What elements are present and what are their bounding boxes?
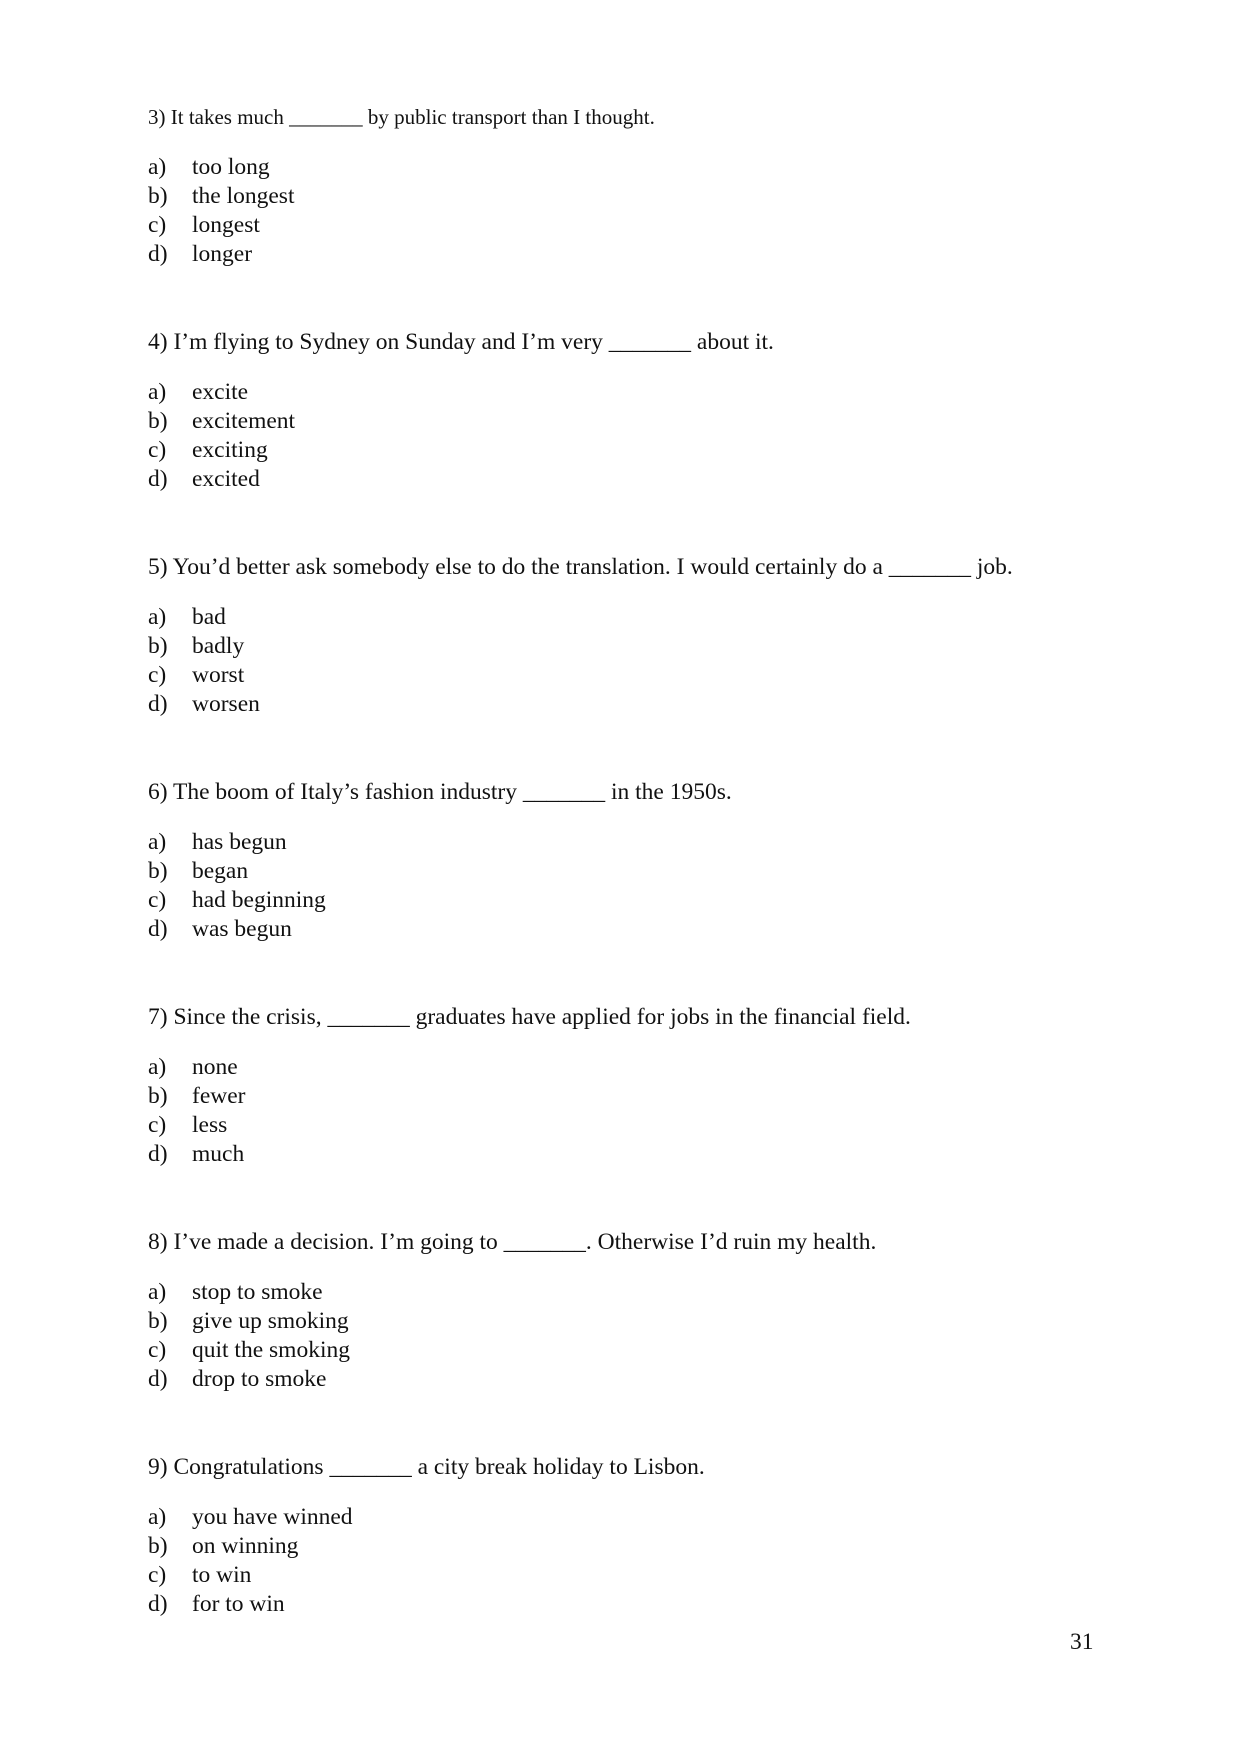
option-d [148,465,1108,494]
option-b [148,1307,1108,1336]
option-d [148,1365,1108,1394]
option-a [148,153,1108,182]
options-list [148,1503,1108,1619]
question-8 [148,1228,1108,1394]
option-letter: d) [148,916,168,942]
option-letter: a) [148,604,167,630]
option-letter: a) [148,1279,167,1305]
option-letter: d) [148,1591,168,1617]
option-letter: a) [148,154,167,180]
option-text: less [192,1112,228,1138]
option-text: fewer [192,1083,246,1109]
option-a [148,828,1108,857]
option-b [148,182,1108,211]
option-text: worst [192,662,245,688]
option-text: excited [192,466,260,492]
option-text: began [192,858,249,884]
option-letter: b) [148,408,168,434]
option-d [148,915,1108,944]
option-letter: c) [148,1337,167,1363]
option-text: for to win [192,1591,285,1617]
option-letter: d) [148,691,168,717]
option-a [148,1053,1108,1082]
option-text: has begun [192,829,287,855]
option-text: to win [192,1562,252,1588]
option-letter: d) [148,466,168,492]
option-text: you have winned [192,1504,353,1530]
option-letter: c) [148,1562,167,1588]
option-letter: b) [148,1083,168,1109]
option-letter: d) [148,1141,168,1167]
option-c [148,1336,1108,1365]
option-text: badly [192,633,245,659]
option-b [148,1532,1108,1561]
option-c [148,1561,1108,1590]
option-letter: b) [148,1533,168,1559]
option-d [148,240,1108,269]
option-d [148,690,1108,719]
question-prompt: 3) It takes much _______ by public transport than I thought. [148,105,655,129]
option-text: on winning [192,1533,299,1559]
question-5 [148,553,1108,719]
option-b [148,407,1108,436]
option-text: worsen [192,691,260,717]
option-letter: c) [148,887,167,913]
option-c [148,436,1108,465]
page-number: 31 [1070,1629,1094,1655]
option-text: stop to smoke [192,1279,323,1305]
option-letter: c) [148,662,167,688]
option-letter: d) [148,241,168,267]
option-c [148,1111,1108,1140]
options-list [148,1278,1108,1394]
question-prompt: 8) I’ve made a decision. I’m going to _______. Otherwise I’d ruin my health. [148,1229,877,1255]
question-4 [148,328,1108,494]
option-a [148,1278,1108,1307]
question-prompt: 5) You’d better ask somebody else to do the translation. I would certainly do a _______ job. [148,554,1013,580]
option-d [148,1140,1108,1169]
option-b [148,1082,1108,1111]
option-text: give up smoking [192,1308,349,1334]
option-c [148,886,1108,915]
options-list [148,378,1108,494]
option-d [148,1590,1108,1619]
option-letter: c) [148,1112,167,1138]
option-a [148,1503,1108,1532]
option-text: bad [192,604,226,630]
option-letter: a) [148,1504,167,1530]
option-b [148,857,1108,886]
option-letter: b) [148,858,168,884]
option-letter: b) [148,1308,168,1334]
question-9 [148,1453,1108,1619]
options-list [148,1053,1108,1169]
option-text: longer [192,241,253,267]
option-letter: c) [148,212,167,238]
option-letter: a) [148,379,167,405]
option-letter: b) [148,183,168,209]
option-text: too long [192,154,270,180]
question-3 [148,103,1108,269]
question-7 [148,1003,1108,1169]
option-letter: d) [148,1366,168,1392]
option-a [148,378,1108,407]
option-text: excitement [192,408,296,434]
question-prompt: 4) I’m flying to Sydney on Sunday and I’m very _______ about it. [148,329,774,355]
question-prompt: 7) Since the crisis, _______ graduates have applied for jobs in the financial field. [148,1004,911,1030]
options-list [148,828,1108,944]
question-prompt: 6) The boom of Italy’s fashion industry _______ in the 1950s. [148,779,732,805]
option-letter: a) [148,829,167,855]
option-text: drop to smoke [192,1366,327,1392]
option-letter: b) [148,633,168,659]
option-text: much [192,1141,245,1167]
option-a [148,603,1108,632]
option-text: was begun [192,916,292,942]
option-c [148,211,1108,240]
option-letter: c) [148,437,167,463]
option-text: the longest [192,183,295,209]
option-text: exciting [192,437,268,463]
question-6 [148,778,1108,944]
option-text: had beginning [192,887,326,913]
options-list [148,603,1108,719]
option-text: longest [192,212,260,238]
question-prompt: 9) Congratulations _______ a city break holiday to Lisbon. [148,1454,705,1480]
option-letter: a) [148,1054,167,1080]
options-list [148,153,1108,269]
option-text: none [192,1054,238,1080]
option-c [148,661,1108,690]
option-text: excite [192,379,249,405]
option-b [148,632,1108,661]
option-text: quit the smoking [192,1337,350,1363]
